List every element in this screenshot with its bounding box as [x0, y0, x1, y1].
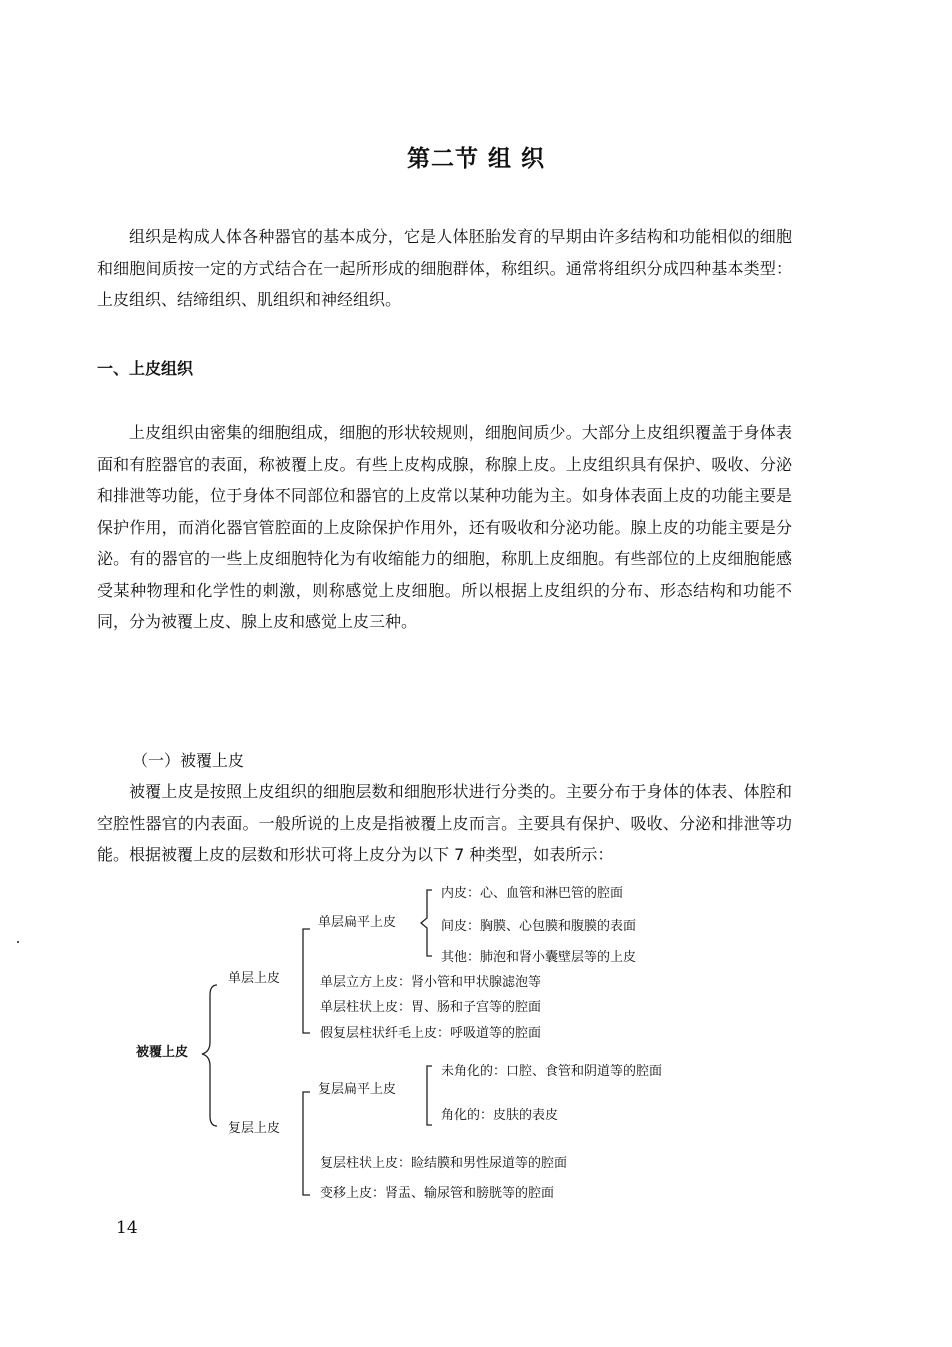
- tree-keratinized: 角化的：皮肤的表皮: [441, 1108, 559, 1123]
- single-layer-bracket: [303, 929, 310, 1033]
- tree-nonkeratinized: 未角化的：口腔、食管和阴道等的腔面: [441, 1064, 663, 1079]
- scan-speck: [17, 941, 19, 943]
- tree-other: 其他：肺泡和肾小囊壁层等的上皮: [441, 950, 637, 965]
- simple-squamous-bracket: [421, 890, 432, 956]
- page-number: 14: [116, 1218, 138, 1238]
- stratified-bracket: [303, 1092, 310, 1195]
- tree-single-layer: 单层上皮: [228, 971, 281, 986]
- root-bracket: [202, 985, 217, 1126]
- tree-root: 被覆上皮: [136, 1045, 189, 1060]
- tree-simple-columnar: 单层柱状上皮：胃、肠和子宫等的腔面: [320, 1000, 542, 1015]
- epithelium-paragraph: 上皮组织由密集的细胞组成，细胞的形状较规则，细胞间质少。大部分上皮组织覆盖于身体表面和有腔器官的表面，称被覆上皮。有些上皮构成腺，称腺上皮。上皮组织具有保护、吸收、分泌和排泄等功能，位于身体不同部位和器官的上皮常以某种功能为主。如身体表面上皮的功能主要是保护作用，而消化器官管腔面的上皮除保护作用外，还有吸收和分泌功能。腺上皮的功能主要是分泌。有的器官的一些上皮细胞特化为有收缩能力的细胞，称肌上皮细胞。有些部位的上皮细胞能感受某种物理和化学性的刺激，则称感觉上皮细胞。所以根据上皮组织的分布、形态结构和功能不同，分为被覆上皮、腺上皮和感觉上皮三种。: [97, 423, 792, 631]
- tree-endothelium: 内皮：心、血管和淋巴管的腔面: [441, 886, 624, 901]
- stratified-squamous-bracket: [427, 1066, 432, 1125]
- tree-pseudostratified: 假复层柱状纤毛上皮：呼吸道等的腔面: [320, 1026, 542, 1041]
- tree-simple-squamous: 单层扁平上皮: [318, 915, 397, 930]
- subsection-heading-covering: （一）被覆上皮: [132, 751, 245, 770]
- tree-mesothelium: 间皮：胸膜、心包膜和腹膜的表面: [441, 919, 637, 934]
- tree-stratified: 复层上皮: [228, 1121, 281, 1136]
- section-title: 第二节 组 织: [406, 145, 545, 172]
- section-heading-epithelium: 一、上皮组织: [97, 359, 194, 378]
- covering-paragraph: 被覆上皮是按照上皮组织的细胞层数和细胞形状进行分类的。主要分布于身体的体表、体腔和空腔性器官的内表面。一般所说的上皮是指被覆上皮而言。主要具有保护、吸收、分泌和排泄等功能。根据被覆上皮的层数和形状可将上皮分为以下 7 种类型，如表所示：: [97, 782, 792, 864]
- tree-simple-cuboidal: 单层立方上皮：肾小管和甲状腺滤泡等: [320, 975, 542, 990]
- tree-stratified-squamous: 复层扁平上皮: [318, 1082, 397, 1097]
- tree-transitional: 变移上皮：肾盂、输尿管和膀胱等的腔面: [320, 1186, 555, 1201]
- tree-stratified-columnar: 复层柱状上皮：睑结膜和男性尿道等的腔面: [320, 1156, 568, 1171]
- intro-paragraph: 组织是构成人体各种器官的基本成分，它是人体胚胎发育的早期由许多结构和功能相似的细胞和细胞间质按一定的方式结合在一起所形成的细胞群体，称组织。通常将组织分成四种基本类型：上皮组织、结缔组织、肌组织和神经组织。: [97, 227, 792, 309]
